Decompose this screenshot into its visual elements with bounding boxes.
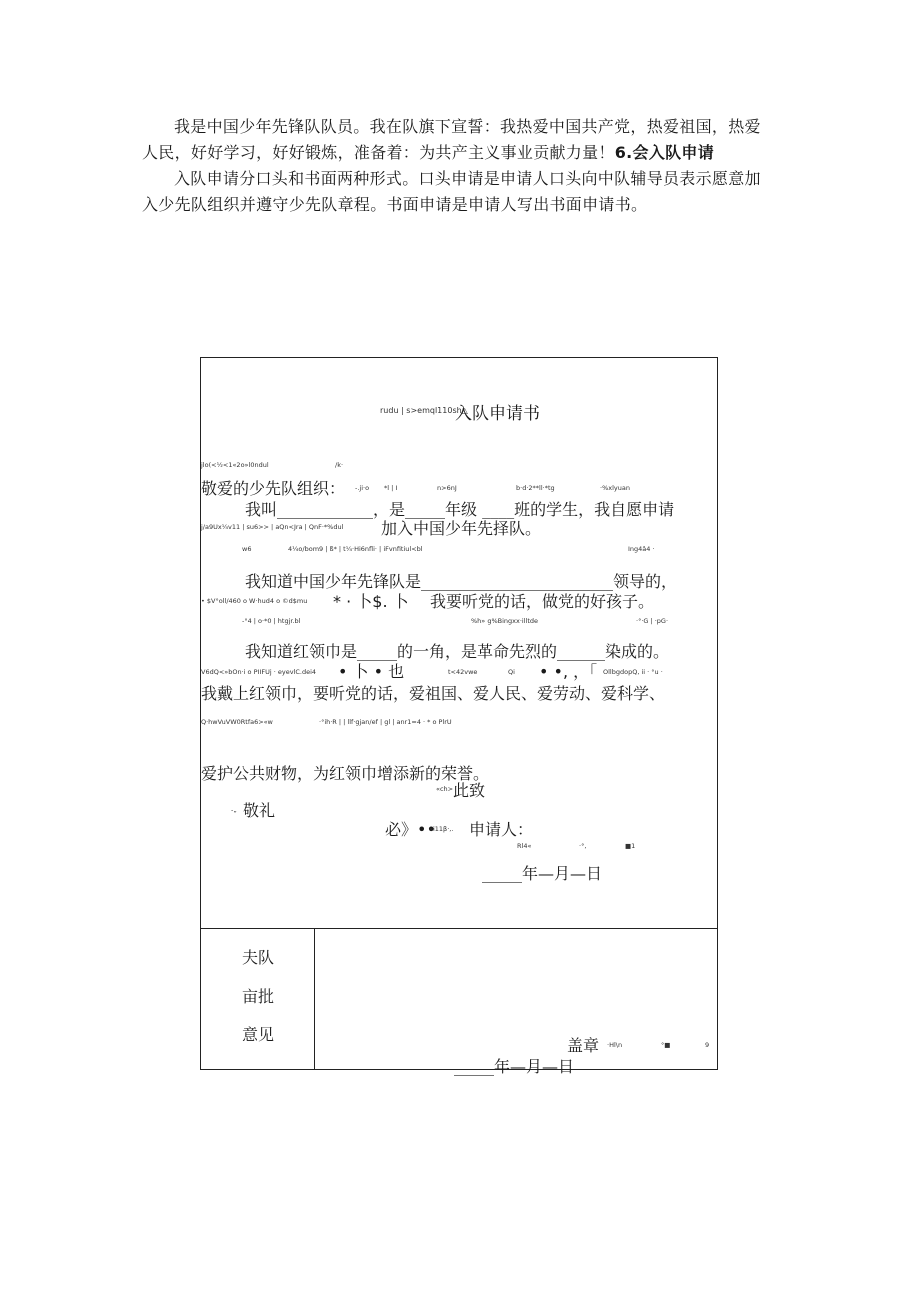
approval-column-divider <box>314 928 315 1069</box>
body-line-join: 加入中国少年先择队。 <box>381 519 542 538</box>
scan-noise: ■1 <box>625 842 636 850</box>
scan-noise: ·%xlyuan <box>600 484 630 492</box>
scan-noise: OllbgdopQ, ii · °u · <box>603 668 663 676</box>
scan-symbols: * · 卜$. 卜 <box>333 592 409 611</box>
intro-paragraph-2 <box>142 166 792 218</box>
intro-line: 我是中国少年先锋队队员。我在队旗下宣誓：我热爱中国共产党，热爱祖国，热爱 <box>174 117 761 136</box>
seal-label: 盖章 <box>567 1036 600 1055</box>
scan-noise: V6dQ<»bOn·i o PIIFUj · eyevlC.dei4 <box>201 668 317 676</box>
scan-symbols: • 卜 • 也 <box>338 662 405 681</box>
intro-paragraph-1 <box>142 114 792 166</box>
scan-symbols: • •, ，「 <box>539 662 598 681</box>
closing-this-salute: 此致 <box>453 781 486 800</box>
section-heading: 6.会入队申请 <box>614 143 715 162</box>
scan-noise: • $V°oll/460 o W·hud4 o ©d$mu <box>201 597 308 605</box>
body-line-name-grade: 我叫____________，是_____年级 ____班的学生，我自愿申请 <box>245 500 675 519</box>
application-form <box>200 357 718 1076</box>
scan-noise: rudu | s>emql110sh△ <box>380 406 468 415</box>
scan-noise: b·d·2**ll·*tg <box>516 484 555 492</box>
scan-noise: «i11β·,. <box>429 825 454 833</box>
scan-noise: n>6nJ <box>437 484 457 492</box>
salutation: 敬爱的少先队组织： <box>201 479 346 498</box>
approval-divider <box>201 928 717 929</box>
scan-noise: 4¼o/bom9 | ß* | t¼·Hi6nfli· | iFvnfitiul<bl <box>288 545 423 553</box>
intro-line: 入队申请分口头和书面两种形式。口头申请是申请人口头向中队辅导员表示愿意加 <box>174 169 761 188</box>
scan-noise: t<42vwe <box>448 668 478 676</box>
scan-noise: jlo(<½<1«2o»l0ndul <box>201 461 269 469</box>
scan-noise: Rl4« <box>517 842 532 850</box>
scan-noise: w6 <box>242 545 252 553</box>
closing-salute: 敬礼 <box>243 801 276 820</box>
scan-noise: *l | I <box>384 484 398 492</box>
body-line-led-by: 我知道中国少年先锋队是________________________领导的， <box>245 572 678 591</box>
form-title: 入队申请书 <box>455 404 540 424</box>
scan-noise: «ch> <box>436 785 454 793</box>
scan-noise: -„ <box>231 806 237 814</box>
scan-noise: -.ji·o <box>355 484 370 492</box>
scan-noise: ·°ih·R | | llf·gjan/ef | gl | anr1=4 · * o PlrU <box>319 718 452 726</box>
body-line-honor: 爱护公共财物，为红领巾增添新的荣誉。 <box>201 764 490 783</box>
body-line-love: 我戴上红领巾，要听党的话，爱祖国、爱人民、爱劳动、爱科学、 <box>201 684 666 703</box>
scan-noise: %h» g%Bingxx·illtde <box>471 617 539 625</box>
applicant-prefix: 必》•• <box>385 820 436 839</box>
scan-noise: ·°·G | ·pG· <box>636 617 669 625</box>
scan-noise: Ing4â4 · <box>628 545 655 553</box>
approval-label-line-2: 亩批 <box>242 987 275 1006</box>
scan-noise: ·°, <box>579 842 587 850</box>
approval-label-line-3: 意见 <box>242 1025 275 1044</box>
scan-noise: 9 <box>705 1041 710 1049</box>
application-date: _____年—月—日 <box>482 864 603 883</box>
applicant-label: 申请人： <box>469 820 534 839</box>
intro-line-with-heading <box>142 140 792 166</box>
scan-noise: /k· <box>335 461 344 469</box>
scan-noise: j/a9Ux¼v11 | su6>> | aQn<Jra | QnF·*%dul <box>201 523 344 531</box>
scan-noise: Qi <box>508 668 515 676</box>
intro-line: 人民，好好学习，好好锻炼，准备着：为共产主义事业贡献力量！ <box>142 143 615 162</box>
approval-date: _____年—月—日 <box>454 1057 575 1076</box>
approval-label-line-1: 夫队 <box>242 948 275 967</box>
body-line-promise: 我要听党的话，做党的好孩子。 <box>430 592 655 611</box>
scan-noise: ·Hl\n <box>607 1041 623 1049</box>
intro-line: 入少先队组织并遵守少先队章程。书面申请是申请人写出书面申请书。 <box>142 195 648 214</box>
scan-noise: °■ <box>661 1041 671 1049</box>
scan-noise: Q·hwVuVW0Rtfa6>«w <box>201 718 273 726</box>
scan-noise: -°4 | o·*0 | htgjr.bl <box>242 617 301 625</box>
body-line-red-scarf: 我知道红领巾是_____的一角，是革命先烈的______染成的。 <box>245 642 670 661</box>
